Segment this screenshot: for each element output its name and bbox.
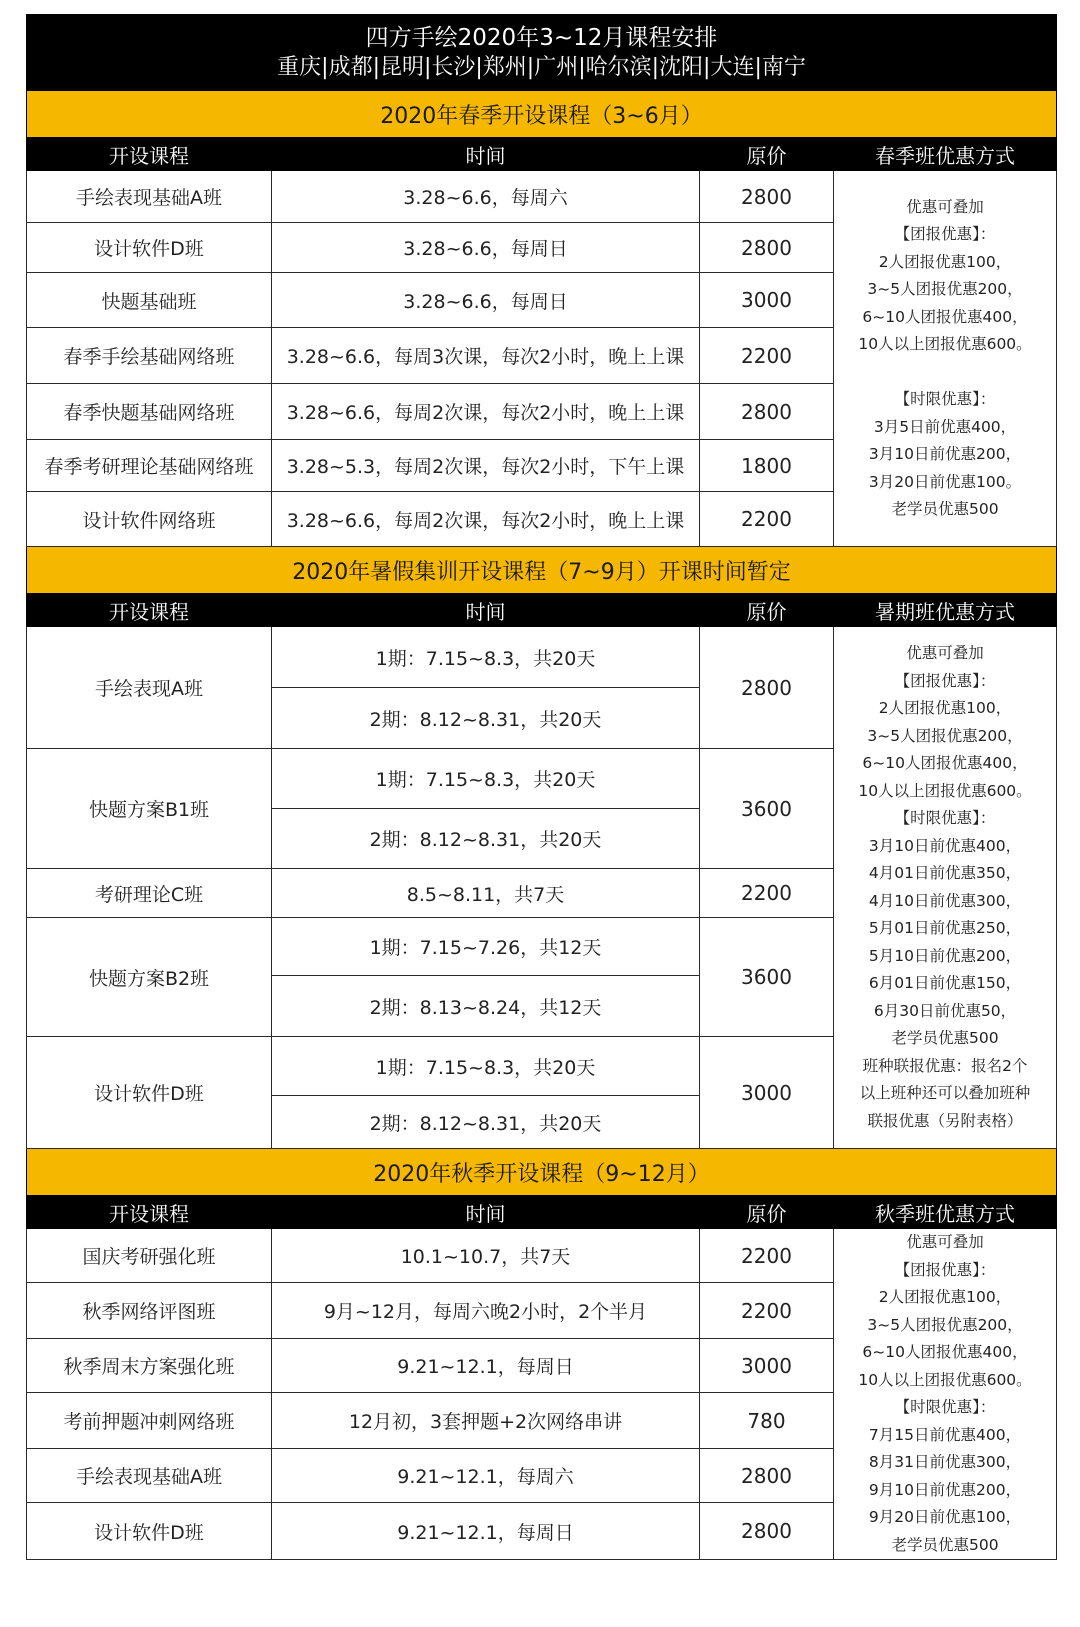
course-period: 8.5~8.11，共7天 — [272, 869, 700, 918]
col-header-course: 开设课程 — [27, 138, 272, 171]
course-time: 10.1~10.7，共7天 — [272, 1229, 700, 1283]
promo-line: 2人团报优惠100， — [878, 252, 1012, 271]
promo-line: 3月10日前优惠200， — [868, 445, 1022, 463]
course-period: 2期：8.12~8.31，共20天 — [272, 809, 700, 869]
course-period: 1期：7.15~8.3，共20天 — [272, 1037, 700, 1096]
col-header-promo: 秋季班优惠方式 — [834, 1196, 1057, 1229]
course-period: 2期：8.13~8.24，共12天 — [272, 976, 700, 1037]
course-period: 1期：7.15~7.26，共12天 — [272, 918, 700, 976]
course-price: 2200 — [700, 492, 834, 547]
promo-line: 3~5人团报优惠200， — [867, 280, 1023, 298]
course-name: 快题方案B2班 — [27, 918, 272, 1037]
course-price: 2200 — [700, 328, 834, 384]
promo-line: 优惠可叠加 — [906, 644, 984, 662]
promo-line: 以上班种还可以叠加班种 — [859, 1084, 1031, 1102]
course-price: 2800 — [700, 627, 834, 749]
autumn-promo-cell — [834, 1229, 1057, 1560]
col-header-course: 开设课程 — [27, 594, 272, 627]
course-price: 3600 — [700, 918, 834, 1037]
course-time: 3.28~6.6，每周日 — [272, 223, 700, 273]
course-name: 快题方案B1班 — [27, 749, 272, 869]
course-time: 3.28~6.6，每周六 — [272, 171, 700, 223]
course-name: 秋季网络评图班 — [27, 1283, 272, 1339]
course-price: 780 — [700, 1393, 834, 1449]
course-period: 1期：7.15~8.3，共20天 — [272, 627, 700, 688]
course-name: 考研理论C班 — [27, 869, 272, 918]
course-name: 手绘表现基础A班 — [27, 171, 272, 223]
course-time: 3.28~6.6，每周2次课，每次2小时，晚上上课 — [272, 492, 700, 547]
column-header-row — [27, 138, 1057, 171]
col-header-promo: 春季班优惠方式 — [834, 138, 1057, 171]
course-price: 3600 — [700, 749, 834, 869]
promo-line: 6~10人团报优惠400， — [862, 307, 1028, 326]
course-name: 快题基础班 — [27, 273, 272, 328]
course-name: 秋季周末方案强化班 — [27, 1338, 272, 1392]
course-price: 2800 — [700, 1503, 834, 1560]
course-time: 3.28~6.6，每周2次课，每次2小时，晚上上课 — [272, 384, 700, 440]
promo-line: 优惠可叠加 — [906, 197, 984, 216]
course-time: 9.21~12.1，每周日 — [272, 1338, 700, 1392]
course-period: 2期：8.12~8.31，共20天 — [272, 688, 700, 749]
course-price: 2200 — [700, 869, 834, 918]
table-row — [27, 171, 1057, 223]
promo-line: 【时限优惠】： — [894, 809, 996, 827]
course-time: 9.21~12.1，每周六 — [272, 1448, 700, 1502]
course-name: 春季考研理论基础网络班 — [27, 440, 272, 492]
promo-line: 联报优惠（另附表格） — [867, 1111, 1023, 1130]
course-period: 1期：7.15~8.3，共20天 — [272, 749, 700, 809]
promo-line: 3月5日前优惠400， — [873, 417, 1017, 436]
promo-line: 4月10日前优惠300， — [868, 891, 1022, 910]
course-time: 3.28~6.6，每周3次课，每次2小时，晚上上课 — [272, 328, 700, 384]
course-name: 手绘表现A班 — [27, 627, 272, 749]
promo-line: 老学员优惠500 — [891, 500, 999, 518]
course-time: 9月~12月，每周六晚2小时，2个半月 — [272, 1283, 700, 1339]
autumn-section-title: 2020年秋季开设课程（9~12月） — [27, 1149, 1057, 1196]
promo-line: 5月01日前优惠250， — [868, 919, 1022, 937]
promo-line: 5月10日前优惠200， — [868, 946, 1022, 965]
course-price: 3000 — [700, 273, 834, 328]
promo-line: 8月31日前优惠300， — [868, 1453, 1022, 1471]
promo-line: 老学员优惠500 — [891, 1029, 999, 1047]
summer-section-title: 2020年暑假集训开设课程（7~9月）开课时间暂定 — [27, 547, 1057, 594]
course-time: 3.28~6.6，每周日 — [272, 273, 700, 328]
promo-line: 3~5人团报优惠200， — [867, 1315, 1023, 1334]
spring-section-title: 2020年春季开设课程（3~6月） — [27, 91, 1057, 138]
promo-line: 7月15日前优惠400， — [868, 1425, 1022, 1444]
promo-line: 9月10日前优惠200， — [868, 1480, 1022, 1499]
promo-line: 【时限优惠】： — [894, 1398, 996, 1416]
course-period: 2期：8.12~8.31，共20天 — [272, 1096, 700, 1149]
promo-line: 6月30日前优惠50， — [873, 1001, 1017, 1020]
col-header-price: 原价 — [700, 594, 834, 627]
promo-line: 6~10人团报优惠400， — [862, 1343, 1028, 1361]
promo-line — [834, 359, 1056, 387]
course-price: 2800 — [700, 1448, 834, 1502]
course-name: 国庆考研强化班 — [27, 1229, 272, 1283]
promo-line: 优惠可叠加 — [906, 1233, 984, 1251]
course-price: 3000 — [700, 1037, 834, 1149]
column-header-row — [27, 594, 1057, 627]
promo-line: 班种联报优惠：报名2个 — [862, 1056, 1028, 1075]
col-header-course: 开设课程 — [27, 1196, 272, 1229]
col-header-price: 原价 — [700, 1196, 834, 1229]
course-name: 设计软件D班 — [27, 223, 272, 273]
course-price: 2200 — [700, 1229, 834, 1283]
promo-line: 2人团报优惠100， — [878, 699, 1012, 717]
promo-line: 老学员优惠500 — [891, 1535, 999, 1554]
course-name: 考前押题冲刺网络班 — [27, 1393, 272, 1449]
promo-line: 3月20日前优惠100。 — [868, 472, 1022, 491]
table-row — [27, 1229, 1057, 1283]
course-name: 设计软件D班 — [27, 1037, 272, 1149]
course-price: 2800 — [700, 384, 834, 440]
promo-line: 2人团报优惠100， — [878, 1288, 1012, 1306]
promo-line: 10人以上团报优惠600。 — [858, 1370, 1032, 1389]
col-header-promo: 暑期班优惠方式 — [834, 594, 1057, 627]
promo-line: 4月01日前优惠350， — [868, 864, 1022, 882]
table-row — [27, 627, 1057, 688]
promo-line: 3~5人团报优惠200， — [867, 726, 1023, 745]
city-list: 重庆|成都|昆明|长沙|郑州|广州|哈尔滨|沈阳|大连|南宁 — [277, 54, 806, 80]
course-price: 1800 — [700, 440, 834, 492]
promo-line: 【时限优惠】： — [894, 390, 996, 408]
course-name: 设计软件D班 — [27, 1503, 272, 1560]
promo-line: 【团报优惠】： — [894, 1260, 996, 1279]
schedule-table — [26, 14, 1057, 1560]
promo-line: 6~10人团报优惠400， — [862, 754, 1028, 772]
col-header-time: 时间 — [272, 594, 700, 627]
promo-line: 10人以上团报优惠600。 — [858, 781, 1032, 800]
summer-promo-cell — [834, 627, 1057, 1149]
page-title: 四方手绘2020年3~12月课程安排 — [365, 24, 718, 51]
col-header-time: 时间 — [272, 138, 700, 171]
course-name: 设计软件网络班 — [27, 492, 272, 547]
course-time: 12月初，3套押题+2次网络串讲 — [272, 1393, 700, 1449]
course-price: 2800 — [700, 171, 834, 223]
spring-promo-cell — [834, 171, 1057, 547]
promo-line: 10人以上团报优惠600。 — [858, 335, 1032, 353]
page-title-block — [27, 15, 1057, 91]
promo-line: 3月10日前优惠400， — [868, 836, 1022, 855]
col-header-time: 时间 — [272, 1196, 700, 1229]
column-header-row — [27, 1196, 1057, 1229]
course-price: 3000 — [700, 1338, 834, 1392]
col-header-price: 原价 — [700, 138, 834, 171]
course-time: 9.21~12.1，每周日 — [272, 1503, 700, 1560]
course-time: 3.28~5.3，每周2次课，每次2小时，下午上课 — [272, 440, 700, 492]
promo-line: 【团报优惠】： — [894, 671, 996, 690]
course-price: 2800 — [700, 223, 834, 273]
course-name: 春季手绘基础网络班 — [27, 328, 272, 384]
promo-line: 【团报优惠】： — [894, 225, 996, 243]
course-name: 手绘表现基础A班 — [27, 1448, 272, 1502]
promo-line: 9月20日前优惠100， — [868, 1508, 1022, 1526]
course-price: 2200 — [700, 1283, 834, 1339]
course-name: 春季快题基础网络班 — [27, 384, 272, 440]
schedule-sheet — [26, 14, 1056, 1560]
promo-line: 6月01日前优惠150， — [868, 974, 1022, 992]
